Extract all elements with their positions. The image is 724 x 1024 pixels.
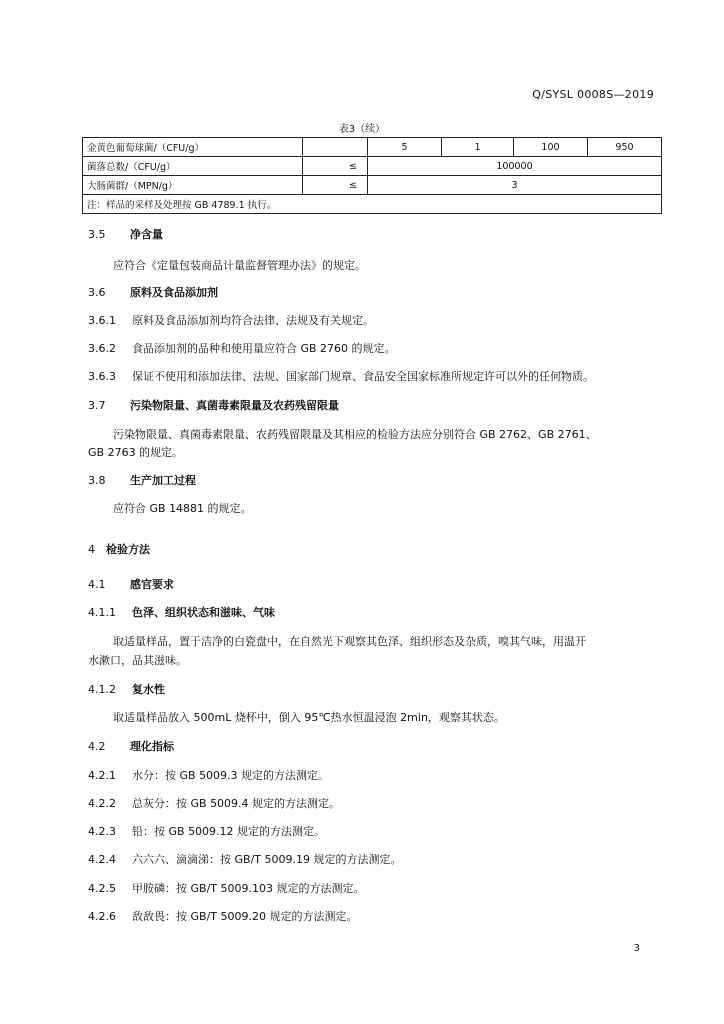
section-number: 3.6 [88,286,106,299]
n-cell: 5 [368,138,442,157]
section-title: 复水性 [132,683,165,696]
section-number: 4.2.4 [88,853,116,866]
section-title: 感官要求 [130,578,174,591]
section-title: 理化指标 [130,740,174,753]
section-title: 净含量 [130,228,163,241]
paragraph: 水漱口，品其滋味。 [88,654,187,667]
section-title: 色泽、组织状态和滋味、气味 [132,606,275,619]
c-cell: 1 [442,138,514,157]
item-cell: 菌落总数/（CFU/g） [83,157,303,176]
subsection [88,880,364,896]
section-title: 生产加工过程 [130,474,196,487]
paragraph: 甲胺磷：按 GB/T 5009.103 规定的方法测定。 [132,882,365,895]
chapter-heading [88,541,150,557]
microbiology-table [82,137,662,214]
paragraph: 原料及食品添加剂均符合法律、法规及有关规定。 [132,314,374,327]
item-cell: 金黄色葡萄球菌/（CFU/g） [83,138,303,157]
section-number: 4.1 [88,578,106,591]
subsection [88,340,396,356]
limit-cell: ≤ [303,176,368,195]
subsection [88,851,401,867]
paragraph: 敌敌畏：按 GB/T 5009.20 规定的方法测定。 [132,910,358,923]
paragraph: 污染物限量、真菌毒素限量、农药残留限量及其相应的检验方法应分别符合 GB 2762、GB 2761、 [113,428,597,441]
section-number: 4.2 [88,740,106,753]
table-row [83,176,662,195]
section-number: 3.7 [88,399,106,412]
table-note-row [83,195,662,214]
m-cell: 100 [514,138,588,157]
page-number: 3 [633,943,640,954]
paragraph: 总灰分：按 GB 5009.4 规定的方法测定。 [132,797,341,810]
section-number: 4.2.6 [88,910,116,923]
section-number: 4.2.1 [88,769,116,782]
table-row [83,157,662,176]
paragraph: 保证不使用和添加法律、法规、国家部门规章、食品安全国家标准所规定许可以外的任何物质。 [132,370,594,383]
item-cell: 大肠菌群/（MPN/g） [83,176,303,195]
section-number: 4.1.2 [88,683,116,696]
subsection [88,795,340,811]
section-heading [88,576,174,592]
section-number: 4.2.5 [88,882,116,895]
subsection [88,368,594,384]
table-note: 注：样品的采样及处理按 GB 4789.1 执行。 [83,195,662,214]
section-title: 原料及食品添加剂 [130,286,218,299]
table-caption: 表3（续） [338,124,386,135]
paragraph: GB 2763 的规定。 [88,446,184,459]
section-number: 3.5 [88,228,106,241]
subsection-heading [88,604,275,620]
M-cell: 950 [588,138,662,157]
paragraph: 应符合 GB 14881 的规定。 [113,502,252,515]
section-title: 污染物限量、真菌毒素限量及农药残留限量 [130,399,339,412]
value-cell: 3 [368,176,662,195]
subsection [88,767,329,783]
table-row [83,138,662,157]
paragraph: 食品添加剂的品种和使用量应符合 GB 2760 的规定。 [132,342,396,355]
subsection [88,823,325,839]
paragraph: 应符合《定量包装商品计量监督管理办法》的规定。 [113,259,366,272]
limit-cell [303,138,368,157]
section-number: 4 [88,543,95,556]
section-number: 4.2.3 [88,825,116,838]
subsection [88,908,357,924]
section-number: 3.6.2 [88,342,116,355]
paragraph: 取适量样品放入 500mL 烧杯中，倒入 95℃热水恒温浸泡 2min，观察其状态。 [113,711,505,724]
document-number: Q/SYSL 0008S—2019 [532,88,654,101]
section-title: 检验方法 [106,543,150,556]
section-number: 3.6.3 [88,370,116,383]
section-heading [88,738,174,754]
value-cell: 100000 [368,157,662,176]
section-number: 3.6.1 [88,314,116,327]
limit-cell: ≤ [303,157,368,176]
subsection-heading [88,681,165,697]
paragraph: 铅：按 GB 5009.12 规定的方法测定。 [132,825,326,838]
section-heading [88,226,163,242]
section-number: 4.1.1 [88,606,116,619]
subsection [88,312,374,328]
section-number: 4.2.2 [88,797,116,810]
paragraph: 水分：按 GB 5009.3 规定的方法测定。 [132,769,330,782]
section-number: 3.8 [88,474,106,487]
section-heading [88,397,339,413]
paragraph: 取适量样品，置于洁净的白瓷盘中，在自然光下观察其色泽、组织形态及杂质，嗅其气味，用温开 [113,635,586,648]
section-heading [88,284,218,300]
paragraph: 六六六、滴滴涕：按 GB/T 5009.19 规定的方法测定。 [132,853,402,866]
section-heading [88,472,196,488]
